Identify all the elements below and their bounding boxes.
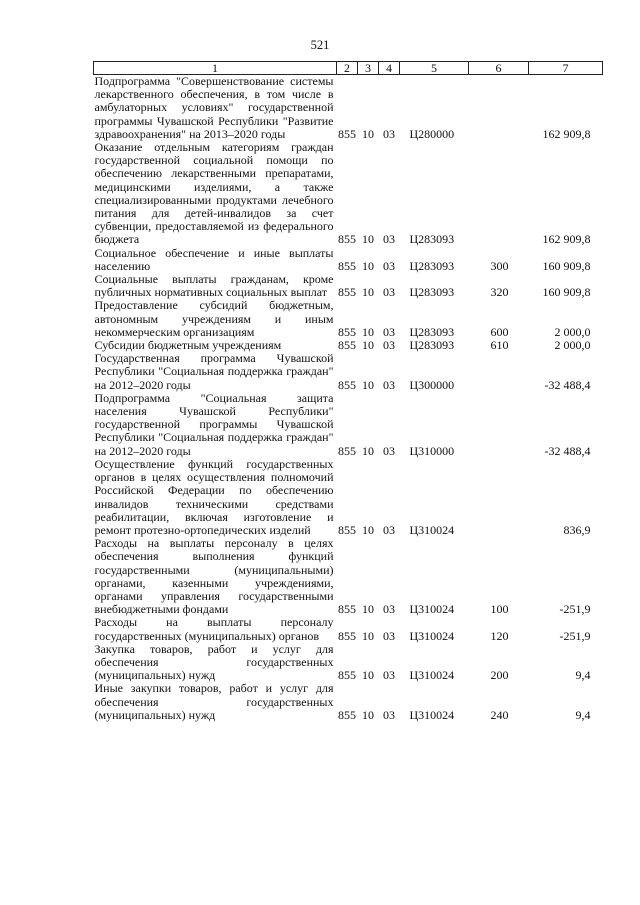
- cell-name: Осуществление функций государственных органов в целях осуществления полномочий Российской Федерации по обеспечению инвалидов техническими средствами реабилитации, включая изготовление и ремонт протезно-ортопедических изделий: [94, 456, 334, 537]
- cell-target-article: Ц310024: [409, 668, 455, 683]
- table-row: [94, 643, 603, 683]
- header-col-name: 1: [94, 62, 337, 75]
- cell-ministry: 855: [338, 324, 356, 339]
- cell-ministry: 855: [338, 602, 356, 617]
- cell-name: Предоставление субсидий бюджетным, автономным учреждениям и иным некоммерческим организациям: [94, 298, 334, 339]
- cell-subsection: 03: [383, 285, 395, 300]
- cell-name: Закупка товаров, работ и услуг для обеспечения государственных (муниципальных) нужд: [94, 641, 334, 683]
- cell-section: 10: [362, 377, 374, 392]
- cell-ministry: 855: [338, 628, 356, 643]
- cell-ministry: 855: [338, 338, 356, 353]
- cell-amount: -251,9: [559, 602, 591, 617]
- cell-subsection: 03: [383, 628, 395, 643]
- cell-section: 10: [362, 338, 374, 353]
- cell-name: Государственная программа Чувашской Республики "Социальная поддержка граждан" на 2012–2020 годы: [94, 351, 334, 392]
- table-row: [94, 299, 603, 339]
- cell-target-article: Ц310024: [409, 707, 455, 722]
- cell-amount: -32 488,4: [544, 443, 591, 458]
- cell-subsection: 03: [383, 232, 395, 247]
- cell-expense-type: [469, 75, 529, 142]
- cell-amount: 836,9: [563, 522, 591, 537]
- cell-target-article: Ц283093: [409, 338, 455, 353]
- header-col-expense-type: 6: [469, 62, 529, 75]
- cell-subsection: 03: [383, 338, 395, 353]
- cell-subsection: 03: [383, 126, 395, 141]
- cell-amount: 9,4: [575, 707, 591, 722]
- cell-subsection: 03: [383, 324, 395, 339]
- cell-expense-type: 600: [490, 324, 509, 339]
- cell-amount: 162 909,8: [542, 232, 591, 247]
- table-header: [94, 62, 603, 75]
- table-row: [94, 537, 603, 616]
- cell-section: 10: [362, 707, 374, 722]
- cell-section: 10: [362, 285, 374, 300]
- cell-ministry: 855: [338, 258, 356, 273]
- cell-expense-type: [469, 392, 529, 458]
- cell-target-article: Ц310024: [409, 628, 455, 643]
- table-row: [94, 352, 603, 392]
- cell-section: 10: [362, 522, 374, 537]
- cell-expense-type: 100: [490, 602, 509, 617]
- cell-target-article: Ц283093: [409, 285, 455, 300]
- cell-section: 10: [362, 668, 374, 683]
- cell-section: 10: [362, 324, 374, 339]
- header-col-ministry: 2: [337, 62, 358, 75]
- header-col-subsection: 4: [379, 62, 400, 75]
- cell-ministry: 855: [338, 522, 356, 537]
- cell-subsection: 03: [383, 707, 395, 722]
- cell-name: Иные закупки товаров, работ и услуг для обеспечения государственных (муниципальных) нужд: [94, 681, 334, 722]
- cell-amount: 160 909,8: [542, 258, 591, 273]
- cell-target-article: Ц310000: [409, 443, 455, 458]
- cell-name: Субсидии бюджетным учреждениям: [94, 338, 282, 353]
- header-row: [94, 62, 603, 75]
- cell-expense-type: 240: [490, 707, 509, 722]
- table-row: [94, 682, 603, 722]
- cell-target-article: Ц310024: [409, 602, 455, 617]
- cell-ministry: 855: [338, 707, 356, 722]
- cell-subsection: 03: [383, 443, 395, 458]
- table-row: [94, 458, 603, 537]
- cell-name: Расходы на выплаты персоналу государственных (муниципальных) органов: [94, 615, 334, 643]
- cell-target-article: Ц283093: [409, 324, 455, 339]
- cell-subsection: 03: [383, 522, 395, 537]
- cell-ministry: 855: [338, 285, 356, 300]
- cell-expense-type: 610: [490, 338, 509, 353]
- table-row: [94, 75, 603, 142]
- cell-amount: -251,9: [559, 628, 591, 643]
- table-body: [94, 75, 603, 722]
- cell-subsection: 03: [383, 602, 395, 617]
- header-col-target-article: 5: [400, 62, 469, 75]
- cell-name: Социальные выплаты гражданам, кроме публичных нормативных социальных выплат: [94, 272, 334, 300]
- cell-name: Расходы на выплаты персоналу в целях обеспечения выполнения функций государственными (муниципальными) органами, казенными учреждениями, органами управления государственными внебюджетными фондами: [94, 536, 334, 617]
- cell-target-article: Ц310024: [409, 522, 455, 537]
- cell-amount: 9,4: [575, 668, 591, 683]
- cell-expense-type: 320: [490, 285, 509, 300]
- cell-amount: 160 909,8: [542, 285, 591, 300]
- cell-section: 10: [362, 232, 374, 247]
- cell-expense-type: [469, 352, 529, 392]
- cell-name: Социальное обеспечение и иные выплаты населению: [94, 245, 334, 273]
- cell-target-article: Ц283093: [409, 258, 455, 273]
- cell-section: 10: [362, 443, 374, 458]
- cell-name: Подпрограмма "Социальная защита населения Чувашской Республики" государственной программы Чувашской Республики "Социальная поддержка граждан" на 2012–2020 годы: [94, 390, 334, 458]
- cell-ministry: 855: [338, 443, 356, 458]
- cell-ministry: 855: [338, 668, 356, 683]
- cell-expense-type: 200: [490, 668, 509, 683]
- header-col-section: 3: [358, 62, 379, 75]
- table-row: [94, 247, 603, 273]
- cell-amount: 2 000,0: [554, 324, 591, 339]
- cell-expense-type: [469, 458, 529, 537]
- budget-table: [93, 61, 603, 722]
- table-row: [94, 616, 603, 642]
- cell-target-article: Ц283093: [409, 232, 455, 247]
- cell-section: 10: [362, 628, 374, 643]
- cell-expense-type: [469, 141, 529, 247]
- cell-subsection: 03: [383, 668, 395, 683]
- cell-ministry: 855: [338, 377, 356, 392]
- header-col-amount: 7: [529, 62, 603, 75]
- cell-expense-type: 300: [490, 258, 509, 273]
- cell-amount: 2 000,0: [554, 338, 591, 353]
- cell-target-article: Ц280000: [409, 126, 455, 141]
- table-row: [94, 273, 603, 299]
- page-number: 521: [310, 38, 330, 52]
- cell-subsection: 03: [383, 258, 395, 273]
- cell-section: 10: [362, 126, 374, 141]
- cell-target-article: Ц300000: [409, 377, 455, 392]
- cell-amount: 162 909,8: [542, 126, 591, 141]
- cell-subsection: 03: [383, 377, 395, 392]
- cell-section: 10: [362, 602, 374, 617]
- cell-ministry: 855: [338, 232, 356, 247]
- table-row: [94, 141, 603, 247]
- cell-section: 10: [362, 258, 374, 273]
- cell-name: Оказание отдельным категориям граждан государственной социальной помощи по обеспечению лекарственными препаратами, медицинскими изделиями, а также специализированными продуктами лечебного питания для детей-инвалидов за счет субвенции, предоставляемой из федерального бюджета: [94, 140, 334, 247]
- table-row: [94, 392, 603, 458]
- cell-name: Подпрограмма "Совершенствование системы лекарственного обеспечения, в том числе в амбулаторных условиях" государственной программы Чувашской Республики "Развитие здравоохранения" на 2013–2020 годы: [94, 74, 334, 141]
- cell-ministry: 855: [338, 126, 356, 141]
- cell-expense-type: 120: [490, 628, 509, 643]
- cell-amount: -32 488,4: [544, 377, 591, 392]
